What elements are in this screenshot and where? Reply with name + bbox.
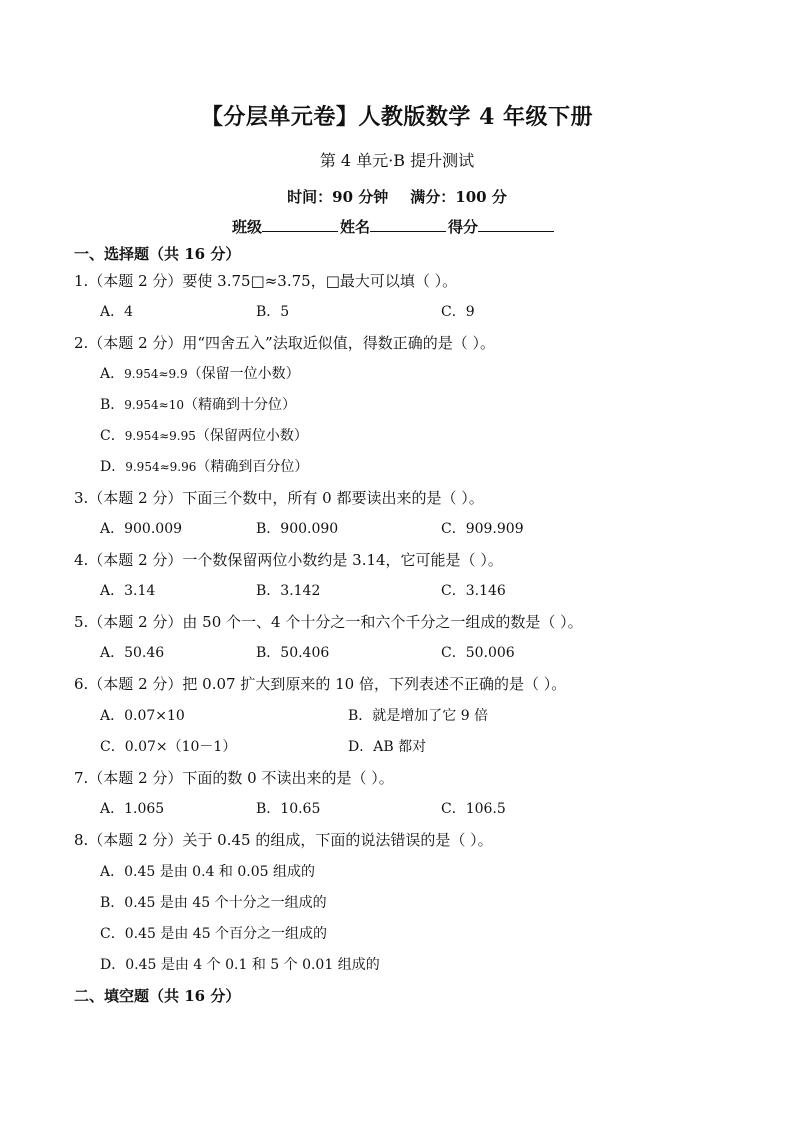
- q6-option-b[interactable]: B．就是增加了它 9 倍: [348, 708, 489, 724]
- question-4: 4.（本题 2 分）一个数保留两位小数约是 3.14，它可能是（ ）。: [74, 551, 503, 569]
- question-8: 8.（本题 2 分）关于 0.45 的组成，下面的说法错误的是（ ）。: [74, 831, 493, 849]
- question-2: 2.（本题 2 分）用“四舍五入”法取近似值，得数正确的是（ ）。: [74, 334, 495, 352]
- section-heading-fill: 二、填空题（共 16 分）: [74, 987, 241, 1005]
- q2b-expr: 9.954≈10: [124, 398, 184, 412]
- q2-option-b[interactable]: [100, 394, 296, 414]
- exam-meta: [0, 186, 794, 207]
- q2d-note: （精确到百分位）: [196, 459, 309, 475]
- section-heading-choice: 一、选择题（共 16 分）: [74, 245, 241, 263]
- name-blank[interactable]: [370, 217, 446, 232]
- q6-option-a[interactable]: A．0.07×10: [100, 708, 185, 724]
- question-1: 1.（本题 2 分）要使 3.75□≈3.75，□最大可以填（ ）。: [74, 272, 458, 290]
- q6-option-d[interactable]: D．AB 都对: [348, 739, 427, 755]
- q4-option-a[interactable]: A．3.14: [100, 583, 156, 599]
- question-6: 6.（本题 2 分）把 0.07 扩大到原来的 10 倍，下列表述不正确的是（ ）。: [74, 675, 567, 693]
- class-label: 班级: [232, 218, 263, 236]
- q5-option-b[interactable]: B．50.406: [256, 645, 330, 661]
- q3-option-a[interactable]: A．900.009: [100, 521, 183, 537]
- q4-option-b[interactable]: B．3.142: [256, 583, 321, 599]
- q2b-label: B．: [100, 397, 125, 413]
- q2a-expr: 9.954≈9.9: [124, 367, 188, 381]
- question-5: 5.（本题 2 分）由 50 个一、4 个十分之一和六个千分之一组成的数是（ ）。: [74, 613, 583, 631]
- q2a-label: A．: [100, 366, 125, 382]
- page-title: 【分层单元卷】人教版数学 4 年级下册: [200, 104, 594, 130]
- q8-option-d[interactable]: D．0.45 是由 4 个 0.1 和 5 个 0.01 组成的: [100, 957, 380, 973]
- q7-option-a[interactable]: A．1.065: [100, 801, 165, 817]
- q5-option-c[interactable]: C．50.006: [441, 645, 515, 661]
- page-subtitle: 第 4 单元·B 提升测试: [319, 151, 475, 170]
- score-label: 得分: [448, 218, 479, 236]
- q3-option-c[interactable]: C．909.909: [441, 521, 524, 537]
- q8-option-a[interactable]: A．0.45 是由 0.4 和 0.05 组成的: [100, 864, 315, 880]
- q7-option-b[interactable]: B．10.65: [256, 801, 321, 817]
- question-3: 3.（本题 2 分）下面三个数中，所有 0 都要读出来的是（ ）。: [74, 489, 484, 507]
- q2-option-c[interactable]: [100, 425, 308, 445]
- q2b-note: （精确到十分位）: [183, 397, 296, 413]
- q1-option-a[interactable]: A．4: [100, 304, 134, 320]
- q2c-expr: 9.954≈9.95: [124, 429, 196, 443]
- q6-option-c[interactable]: C．0.07×（10－1）: [100, 739, 237, 755]
- q2c-note: （保留两位小数）: [195, 428, 308, 444]
- q1-option-c[interactable]: C．9: [441, 304, 475, 320]
- q2-option-a[interactable]: [100, 363, 300, 383]
- q2d-expr: 9.954≈9.96: [125, 460, 197, 474]
- q2-option-d[interactable]: [100, 456, 308, 476]
- q8-option-c[interactable]: C．0.45 是由 45 个百分之一组成的: [100, 926, 328, 942]
- q5-option-a[interactable]: A．50.46: [100, 645, 165, 661]
- student-info-fields: [232, 216, 556, 237]
- q1-option-b[interactable]: B．5: [256, 304, 290, 320]
- score-blank[interactable]: [478, 217, 554, 232]
- exam-time: 时间：90 分钟: [287, 188, 389, 206]
- q2a-note: （保留一位小数）: [187, 366, 300, 382]
- class-blank[interactable]: [262, 217, 338, 232]
- q8-option-b[interactable]: B．0.45 是由 45 个十分之一组成的: [100, 895, 327, 911]
- q2d-label: D．: [100, 459, 126, 475]
- name-label: 姓名: [340, 218, 371, 236]
- q4-option-c[interactable]: C．3.146: [441, 583, 506, 599]
- question-7: 7.（本题 2 分）下面的数 0 不读出来的是（ ）。: [74, 769, 394, 787]
- q7-option-c[interactable]: C．106.5: [441, 801, 506, 817]
- q2c-label: C．: [100, 428, 125, 444]
- exam-total-score: 满分：100 分: [410, 188, 507, 206]
- q3-option-b[interactable]: B．900.090: [256, 521, 339, 537]
